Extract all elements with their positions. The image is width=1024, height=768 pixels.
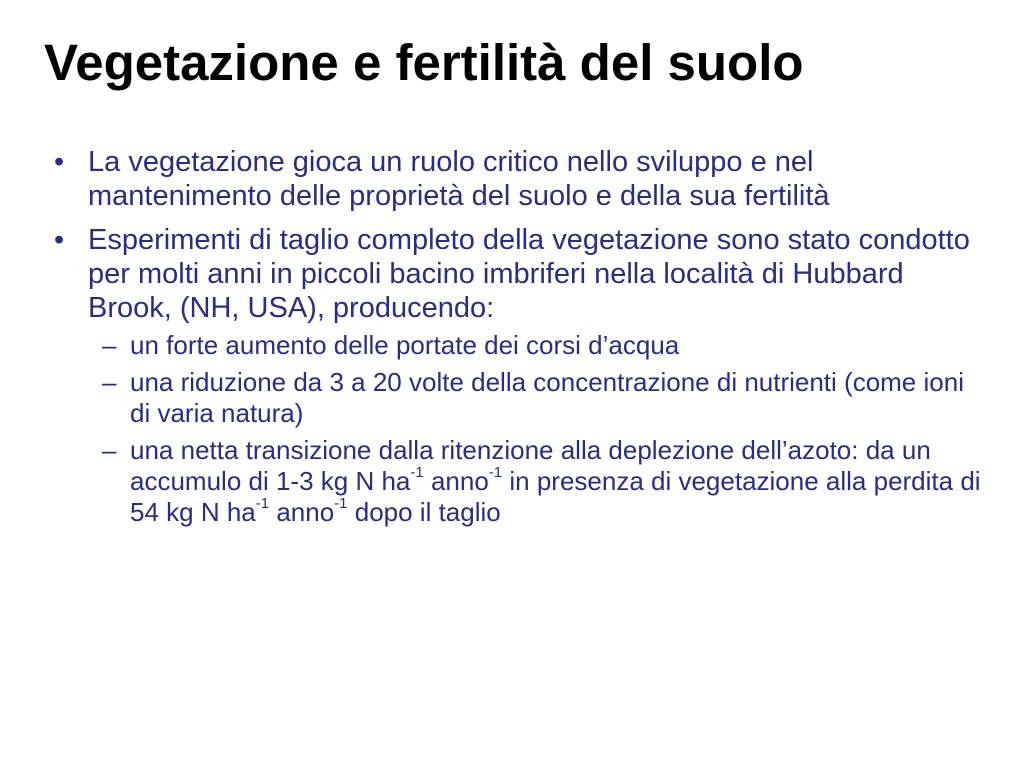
bullet-text: La vegetazione gioca un ruolo critico nello sviluppo e nel mantenimento delle proprietà del suolo e della sua fertilità [88,146,830,212]
sub-item-text [130,435,981,527]
sub-item [52,367,982,429]
slide-body [52,145,982,534]
sub-text-part: anno [269,497,335,527]
sub-list [52,330,982,528]
bullet-marker: • [54,224,65,256]
sub-text-part: dopo il taglio [347,497,501,527]
exponent: -1 [488,464,503,482]
slide-title: Vegetazione e fertilità del suolo [44,34,804,91]
sub-marker: – [102,330,117,360]
sub-item [52,330,982,361]
sub-item-text: un forte aumento delle portate dei corsi d’acqua [130,330,680,360]
exponent: -1 [410,464,424,482]
bullet-text: Esperimenti di taglio completo della vegetazione sono stato condotto per molti anni in piccoli bacino imbriferi nella località di Hubbard Brook, (NH, USA), producendo: [88,224,970,324]
sub-text-part: una netta transizione dalla ritenzione alla deplezione dell’azoto: da un accumulo di 1-3 kg N ha [130,435,931,496]
sub-marker: – [102,367,117,397]
exponent: -1 [334,495,348,513]
bullet-item [52,223,982,325]
bullet-item [52,145,982,213]
exponent: -1 [255,495,270,513]
sub-item-text: una riduzione da 3 a 20 volte della concentrazione di nutrienti (come ioni di varia natura) [130,367,964,428]
sub-marker: – [102,435,117,465]
sub-item [52,435,982,528]
bullet-marker: • [54,146,65,178]
sub-text-part: anno [423,466,489,496]
sub-text-part: in presenza di vegetazione alla perdita di 54 kg N ha [130,466,981,527]
